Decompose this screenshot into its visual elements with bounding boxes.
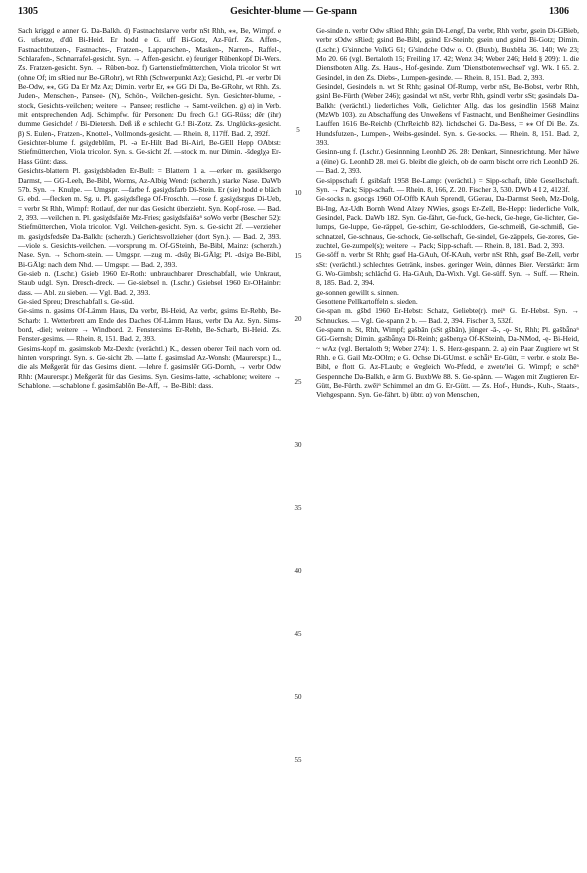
entry-ge-spann: Ge-spann n. St, Rhh, Wimpf; gəšbān (sSt gšbān), jünger -ā-, -ǫ- St, Rhh; Pl. gəšbǟnə⁶ GG-Gernsh; Dimin. gəšbǟnχə Di-Reinh; gəšbenχə Of-KSteinh, Da-NMod, -ę- Bi-Heid, ~ wAz (vgl. Bertaloth 9; Weber 274): 1. S. Herz-gespann. 2. a) ein Paar Zugtiere wt St Rhh. e G. Gail Mz-OOlm; e G. Ochse Di-GUmst. e schǟi⁶ Er-Gütt, = verbr. e stolz Be-Bibl, e flott G. Az-FLaub; e w̆ɐgleich Wo-Pfedd, e zwete'lei G. Wimpf; e schē⁶ Gespennche Da-Balkh, e ärm G. BuxbWe 88. S. Ge-spänn. — Wagen mit Zugtieren Er-Gütt, Be-Fürth. zwēi⁶ Schimmel an dm G. Er-Gütt. — Zs. Hof-, Hunds-, Kuh-, Staats-, Viehgespann. Syn. Ge-fährt. b) übtr. α) von Menschen, xyxy=(316,325,579,400)
entry-ge-span: Ge-span m. gšbd 1960 Er-Hebst: Schatz, Geliebte(r). mei⁶ G. Er-Hebst. Syn. → Schnuckes. — Vgl. Ge-spann 2 b. — Bad. 2, 394. Fischer 3, 532f. xyxy=(316,306,579,325)
entry-gesims-kopf: Gesims-kopf m. gəsimskob Mz-Dexh: (verächtl.) K., dessen oberer Teil nach vorn od. hinten vorspringt. Syn. s. Ge-sicht 2b. —latte f. gəsimslad Az-Wonsh: (Maurerspr.) L., die als Meßgerät für das Gesims dient. —lehre f. gəsimslēr GG-Dornh, → verbr Odw Rhh: (Maurerspr.) Meßgerät für das Gesims. Syn. Gesims-latte, -schablone; weitere → Schablone. —schablone f. gəsimšablōn Be-Aff, → Be-Bibl: dass. xyxy=(18,343,281,391)
line-number: 40 xyxy=(294,567,302,575)
line-number: 55 xyxy=(294,756,302,764)
line-number: 10 xyxy=(294,189,302,197)
entry-ge-socks: Ge-socks n. gsocgs 1960 Of-Offb KAuh Sprendl, GGerau, Da-Darmst Seeh, Mz-Dolg, Bi-Ing, Az-Udh Bornh Wend Alzey NWies, gsogs Er-Zell, Be-Hepp: liederliche Volk, Gesindel, Pack. DaWb 182. Syn. Ge-fährt, Ge-fuck, Ge-heck, Ge-hege, Ge-lichter, Ge-lumps, Ge-luppe, Ge-räppel, Ge-schirr, Ge-schlodders, Ge-schmeiß, Ge-schmiß, Ge-schnatzel, Ge-schnaus, Ge-schock, Ge-sellschaft, Ge-sindel, Ge-zäppels, Ge-zores, Ge-zuchtel, Ge-zumpel(s); weitere → Pack; Sipp-schaft. — Rhein. 8, 181. Bad. 2, 393. xyxy=(316,194,579,250)
left-column xyxy=(18,26,281,864)
entry-gesinnung: Gesinn-ung f. (Lschr.) Gesinnning LeonhD 26. 28: Denkart, Sinnesrichtung. Mer häwe a (éine) G. LeonhD 28. mei G. bleibt die gleich, ob de oarm bischt orre rich LeonhD 26. — Bad. 2, 393. xyxy=(316,147,579,176)
right-page-number: 1306 xyxy=(549,6,569,17)
entry-ge-soeff: Ge-söff n. verbr St Rhh; gsøf Ha-GAuh, Of-KAuh, verbr nSt Rhh, gsøf Be-Zell, verbr sSt: (verächtl.) schlechtes Getränk, insbes. geringer Wein, dünnes Bier. Verstärkt: ārm G. Wo-Gimbsh; schläch̆d G. Ha-GAuh, Da-Wixh. Vgl. Ge-süff. Syn. → Suff. — Rhein. 8, 185. Bad. 2, 394. xyxy=(316,250,579,288)
entry-gesichter-blume: Gesichter-blume f. gsiχdɐblūm, Pl. -ə Er-Hilt Bad Bi-Airl, Be-GEll Hepp OAbtst: Stiefmütterchen, Viola tricolor. Syn. s. Ge-sicht 2f. —stock m. nur Dimin. -šdeglχə Er-Hass Günt: dass. xyxy=(18,138,281,166)
entry-ge-sieb: Ge-sieb n. (Lschr.) Gsieb 1960 Er-Roth: unbrauchbarer Dreschabfall, wie Unkraut, Staub udgl. Syn. Dresch-dreck. — Ge-siebsel n. (Lschr.) Gsiebsel 1960 Er-OHainbr: dass. — Abl. zu sieben. — Vgl. Bad. 2, 393. xyxy=(18,268,281,297)
line-number-gutter xyxy=(284,26,312,864)
entry-gesichts-blattern: Gesichts-blattern Pl. gəsiχdsblədɐn Er-Bull: = Blattern 1 a. —erker m. gəsiklsergo Darmst, — GG-Leeh, Be-Bibl, Worms, Az-Albig Wend: (scherzh.) starke Nase. DaWb 57b. Syn. → Knulpe. — Umgspr. —farbe f. gəsiχdsfarb Di-Stein. Er (sie) hodd e bläch G. ebd. —flecken m. Sg. u. Pl. gəsiχdsflegə Of-Froschh. —rose f. gəsiχdsrgus Di-Ueb, = verbr St Rhh, Wimpf: Rotlauf, der nur das Gesicht überzieht. Syn. Kopf-rose. — Bad. 2, 393. —veilchen n. Pl. gəsiχdsfaiδɐ Mz-Fries; gəsiχdsfaiδə⁶ soWo verbr (Bescher 52): Stiefmütterchen, Viola tricolor. Vgl. Veilchen-gesicht. Syn. s. Ge-sicht 2f. —verzieher m. gəsiχdsfɐdsēɐ Da-Balkh: (scherzh.) Gerichtsvollzieher (dort Syn.). — Bad. 2, 393. —viole s. Gesichts-veilchen. —vorsprung m. Of-GSteinh, Be-Bibl, Mainz: (scherzh.) Nase. Syn. → Schorn-stein. — Umgspr. —zug m. -dsūχ Bi-GÄlg; Pl. -dsiχə Be-Bibl, Bi-GÄlg: nach dem Nhd. — Umgspr. — Bad. 2, 393. xyxy=(18,166,281,269)
line-number: 50 xyxy=(294,693,302,701)
page-title: Gesichter-blume — Ge-spann xyxy=(230,6,357,17)
line-number: 30 xyxy=(294,441,302,449)
line-number: 45 xyxy=(294,630,302,638)
entry-gesottene: Gesottene Pellkartoffeln s. sieden. xyxy=(316,296,418,306)
entry-ge-sonnen: ge-sonnen gewillt s. sinnen. xyxy=(316,287,399,297)
right-column xyxy=(316,26,579,864)
left-page-number: 1305 xyxy=(18,6,38,17)
entry-ge-sied: Ge-sied Spreu; Dreschabfall s. Ge-süd. xyxy=(18,296,135,306)
entry-gesicht-cont: Sach kriggd e anner G. Da-Balkh. d) Fastnachtslarve verbr nSt Rhh, ⁎⁎, Be, Wimpf. e G. ufsetze, d'dū Bi-Heid. Er hodd e G. uff Bi-Gotz, Az-Fürf. Zs. Affen-, Fastnachtbutzen-, Fastnachts-, Fratzen-, Lapparschen-, Masken-, Narren-, Raffel-, Schlarafen-, Schnarrafel-gesicht. Syn. → Affen-gesicht. e) feuriger Rübenkopf Di-Wers. Zs. Fratzen-gesicht. Syn. → Rüben-boz. f) Gartenstiefmütterchen, Viola tricolor St wrt (ohne Of; im sRied nur Be-GRohr), wt Rhh (Schwerpunkt Az); Gesichd, Pl. -er verbr Di Be-Odw, ⁎⁎, GG Da Er Mz Az; Dimin. verbr Er, ⁎⁎ GG Di Da, Be-GRohr, wt Rhh. Zs. Juden-, Menschen-, Pansee- (N), Schön-, Veilchen-gesicht. Syn. Gesichter-blume, -stock, Gesichts-veilchen; weitere → Pansee; restliche → Samt-veilchen. g) α) in Verb. mit entsprechenden Adj. Schimpfw. für Personen: Du frech G.! GG-Rüss; dēr (ihr) dumme Gesichde! / Bi-Dietersh. Deß iß e schlecht G.! Bi-Zotz. Zs. Unglücks-gesicht. β) S. Eulen-, Fratzen-, Knottel-, Vollmonds-gesicht. — Rhein. 8, 117ff. Bad. 2, 392f. xyxy=(18,26,281,138)
entry-gesindel: Gesindel, Gesindels n. wt St Rhh; gəsinəl Of-Rump, verbr nSt, Be-Bobst, verbr Rhh, gsinl Be-Fürth (Weber 246); gəsindəl wt nSt, verbr Rhh, gsindl verbr sSt; gəsindəls Da-Balkh: (verächtl.) liederliches Volk, Gelichter Allg. das los gesindlin 1568 Mainz (MzWb 103). zu Abschaffung des Unweßens vf Fastnacht, und Benßheimer Gesindlins Lauffen 1616 Be-Reichb (ChrReichb 82). lichdschei G. Da-Bess, = ⁎⁎ Of Di Be. Zs. Hundsfutzen-, Lumpen-, Weibs-gesindel. Syn. s. Ge-socks. — Rhein. 8, 151. Bad. 2, 393. xyxy=(316,82,579,148)
line-number: 15 xyxy=(294,252,302,260)
entry-ge-sinde: Ge-sinde n. verbr Odw sRied Rhh; gsin Di-Lengf, Da verbr, Rhh verbr, gsein Di-GBieb, verbr sOdw sRied; gsind Be-Bibl, gsind Er-Steinb; gsein und gsind Bi-Gotz; Dimin. (Lschr.) G'sinnche VolkG 61; G'sindche Odw o. O. (Buxb), BuxbHa 36. 140; We 23; Mo 20. 66 (vgl. Bertaloth 15; Freiling 17. 42; Wenz 34; Weber 246; Held § 209): 1. die Dienstboten Allg. Zs. Haus-, Hof-gesinde. Zum 'Dienstbotenwechsel' vgl. Wk. I 65. 2. Gesindel, in den Zs. Diebs-, Lumpen-gesinde. — Rhein. 8, 151. Bad. 2, 393. xyxy=(316,26,579,82)
page-header xyxy=(18,6,569,20)
line-number: 5 xyxy=(296,126,300,134)
line-number: 20 xyxy=(294,315,302,323)
entry-ge-sippschaft: Ge-sippschaft f. gsibšaft 1958 Be-Lamp: (verächtl.) = Sipp-schaft, üble Gesellschaft. Syn. → Pack; Sipp-schaft. — Rhein. 8, 166, Z. 20. Fischer 3, 530. DWb 4 I 2, 4123f. xyxy=(316,175,579,194)
entry-ge-sims: Ge-sims n. gəsims Of-Lämm Haus, Da verbr, Bi-Heid, Az verbr, gsims Er-Rehb, Be-Scharb: 1. Wetterbrett am Ende des Daches Of-Lämm Haus, verbr Da Az. Syn. Sims-bord, -diel; weitere → Windbord. 2. Fenstersims Er-Rehb, Be-Scharb, Bi-Heid. Zs. Fenster-gesims. — Rhein. 8, 151. Bad. 2, 393. xyxy=(18,306,281,344)
line-number: 35 xyxy=(294,504,302,512)
line-number: 25 xyxy=(294,378,302,386)
